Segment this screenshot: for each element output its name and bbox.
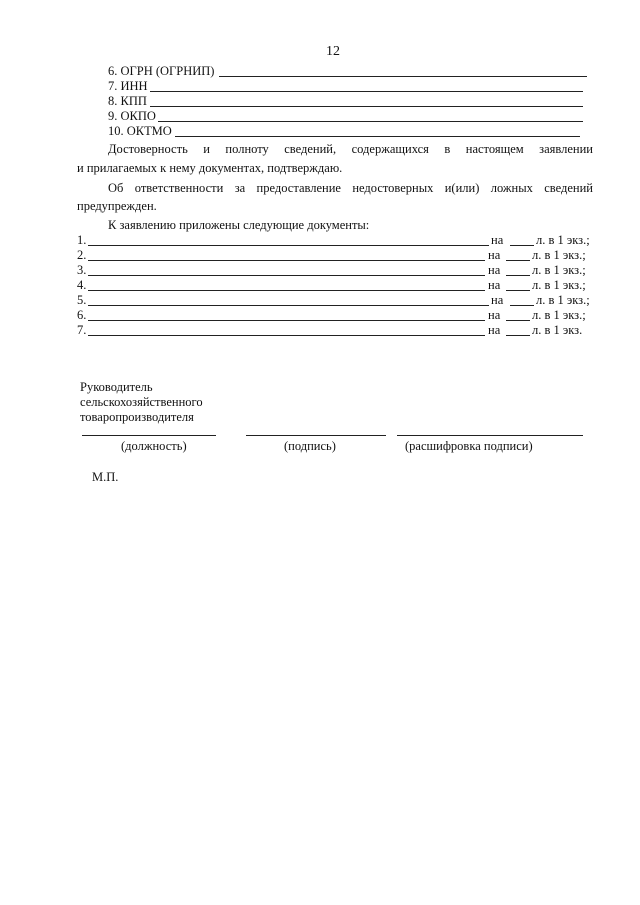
- position-line[interactable]: [82, 435, 216, 436]
- attachment-pages-line[interactable]: [506, 290, 530, 291]
- confirmation-text-line2: и прилагаемых к нему документах, подтверждаю.: [77, 161, 343, 175]
- liability-text-line2: предупрежден.: [77, 199, 157, 213]
- attachment-pages-line[interactable]: [510, 245, 534, 246]
- field-label-okpo: 9. ОКПО: [108, 109, 156, 123]
- attachment-na: на: [488, 248, 501, 262]
- attachment-number: 5.: [77, 293, 87, 307]
- attachment-pages-line[interactable]: [506, 260, 530, 261]
- field-line-inn[interactable]: [150, 91, 583, 92]
- attachment-pages-line[interactable]: [506, 275, 530, 276]
- field-label-oktmo: 10. ОКТМО: [108, 124, 172, 138]
- field-label-kpp: 8. КПП: [108, 94, 147, 108]
- field-label-inn: 7. ИНН: [108, 79, 148, 93]
- signatory-line1: Руководитель: [80, 380, 153, 394]
- attachment-pages-line[interactable]: [510, 305, 534, 306]
- attachment-na: на: [491, 233, 504, 247]
- page-number: 12: [326, 44, 340, 59]
- attachment-name-line[interactable]: [88, 260, 485, 261]
- attachment-suffix: л. в 1 экз.;: [532, 278, 586, 292]
- attachments-intro: К заявлению приложены следующие документы:: [108, 218, 370, 232]
- field-line-oktmo[interactable]: [175, 136, 580, 137]
- attachment-suffix: л. в 1 экз.;: [532, 308, 586, 322]
- attachment-na: на: [488, 308, 501, 322]
- liability-text-line1: Об ответственности за предоставление недостоверных и(или) ложных сведений: [108, 181, 593, 195]
- signatory-line2: сельскохозяйственного: [80, 395, 203, 409]
- attachment-pages-line[interactable]: [506, 335, 530, 336]
- signature-line[interactable]: [246, 435, 386, 436]
- stamp-place: М.П.: [92, 470, 119, 484]
- attachment-na: на: [488, 263, 501, 277]
- attachment-na: на: [491, 293, 504, 307]
- field-label-ogrn: 6. ОГРН (ОГРНИП): [108, 64, 215, 78]
- attachment-name-line[interactable]: [88, 305, 489, 306]
- attachment-number: 7.: [77, 323, 87, 337]
- confirmation-text-line1: Достоверность и полноту сведений, содержащихся в настоящем заявлении: [108, 142, 593, 156]
- attachment-number: 6.: [77, 308, 87, 322]
- signatory-line3: товаропроизводителя: [80, 410, 194, 424]
- attachment-suffix: л. в 1 экз.;: [532, 263, 586, 277]
- attachment-pages-line[interactable]: [506, 320, 530, 321]
- transcript-line[interactable]: [397, 435, 583, 436]
- attachment-name-line[interactable]: [88, 320, 485, 321]
- position-caption: (должность): [121, 439, 187, 453]
- signature-caption: (подпись): [284, 439, 336, 453]
- attachment-na: на: [488, 323, 501, 337]
- field-line-okpo[interactable]: [158, 121, 583, 122]
- field-line-kpp[interactable]: [150, 106, 583, 107]
- attachment-number: 4.: [77, 278, 87, 292]
- transcript-caption: (расшифровка подписи): [405, 439, 533, 453]
- attachment-suffix: л. в 1 экз.: [532, 323, 583, 337]
- attachment-number: 1.: [77, 233, 87, 247]
- attachment-number: 2.: [77, 248, 87, 262]
- attachment-na: на: [488, 278, 501, 292]
- attachment-suffix: л. в 1 экз.;: [536, 233, 590, 247]
- attachment-name-line[interactable]: [88, 275, 485, 276]
- attachment-number: 3.: [77, 263, 87, 277]
- attachment-name-line[interactable]: [88, 290, 485, 291]
- field-line-ogrn[interactable]: [219, 76, 587, 77]
- attachment-name-line[interactable]: [88, 335, 485, 336]
- attachment-suffix: л. в 1 экз.;: [532, 248, 586, 262]
- attachment-name-line[interactable]: [88, 245, 489, 246]
- attachment-suffix: л. в 1 экз.;: [536, 293, 590, 307]
